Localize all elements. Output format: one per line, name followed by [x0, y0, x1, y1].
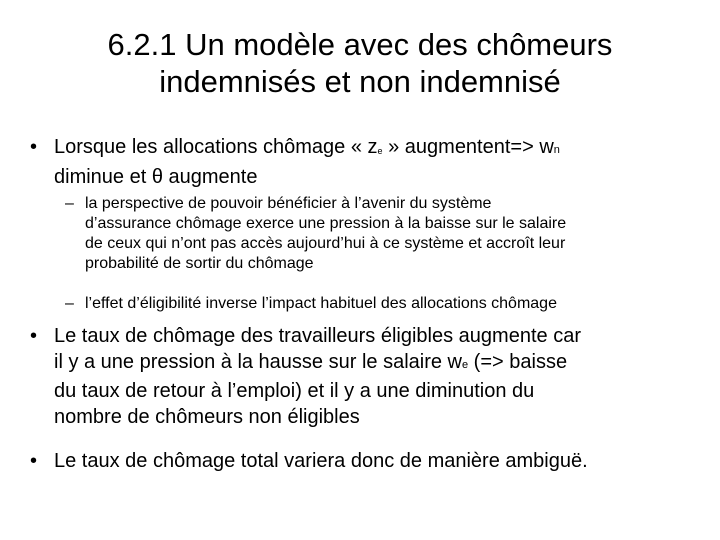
- dash-icon: –: [65, 195, 74, 212]
- bullet-text-1: [54, 134, 560, 190]
- bullet-1-line-2: diminue et θ augmente: [54, 166, 258, 188]
- bullet-2-line-2: [54, 349, 581, 378]
- sub-bullet-text-1: [85, 194, 566, 274]
- bullet-2-line-4: nombre de chômeurs non éligibles: [54, 406, 360, 428]
- bullet-icon: •: [30, 136, 38, 158]
- bullet-1-line-1-b: » augmentent=> w: [382, 136, 554, 158]
- subscript-e: e: [377, 146, 383, 156]
- subscript-n: n: [553, 144, 560, 156]
- bullet-text-3: [54, 448, 588, 474]
- bullet-2-line-3: du taux de retour à l’emploi) et il y a une diminution du: [54, 380, 535, 402]
- bullet-text-2: [54, 323, 581, 430]
- sub-bullet-text-2: [85, 294, 557, 314]
- sub-1-line-1: la perspective de pouvoir bénéficier à l’avenir du système: [85, 195, 492, 212]
- title-line-2: indemnisés et non indemnisé: [159, 64, 561, 99]
- subscript-e: e: [462, 359, 469, 371]
- bullet-2-line-2-b: (=> baisse: [468, 351, 568, 373]
- dash-icon: –: [65, 295, 74, 312]
- bullet-2-line-1: Le taux de chômage des travailleurs éligibles augmente car: [54, 325, 581, 347]
- title-line-1: 6.2.1 Un modèle avec des chômeurs: [107, 27, 613, 62]
- sub-1-line-3: de ceux qui n’ont pas accès aujourd’hui à ce système et accroît leur: [85, 235, 566, 252]
- slide-title: [0, 26, 720, 100]
- sub-1-line-4: probabilité de sortir du chômage: [85, 255, 314, 272]
- bullet-3-line-1: Le taux de chômage total variera donc de manière ambiguë.: [54, 450, 588, 472]
- bullet-1-line-1: [54, 134, 560, 164]
- bullet-2-line-2-a: il y a une pression à la hausse sur le salaire w: [54, 351, 462, 373]
- bullet-icon: •: [30, 325, 38, 347]
- sub-2-line-1: l’effet d’éligibilité inverse l’impact habituel des allocations chômage: [85, 295, 557, 312]
- bullet-icon: •: [30, 450, 38, 472]
- bullet-1-line-1-a: Lorsque les allocations chômage « z: [54, 136, 378, 158]
- sub-1-line-2: d’assurance chômage exerce une pression à la baisse sur le salaire: [85, 215, 567, 232]
